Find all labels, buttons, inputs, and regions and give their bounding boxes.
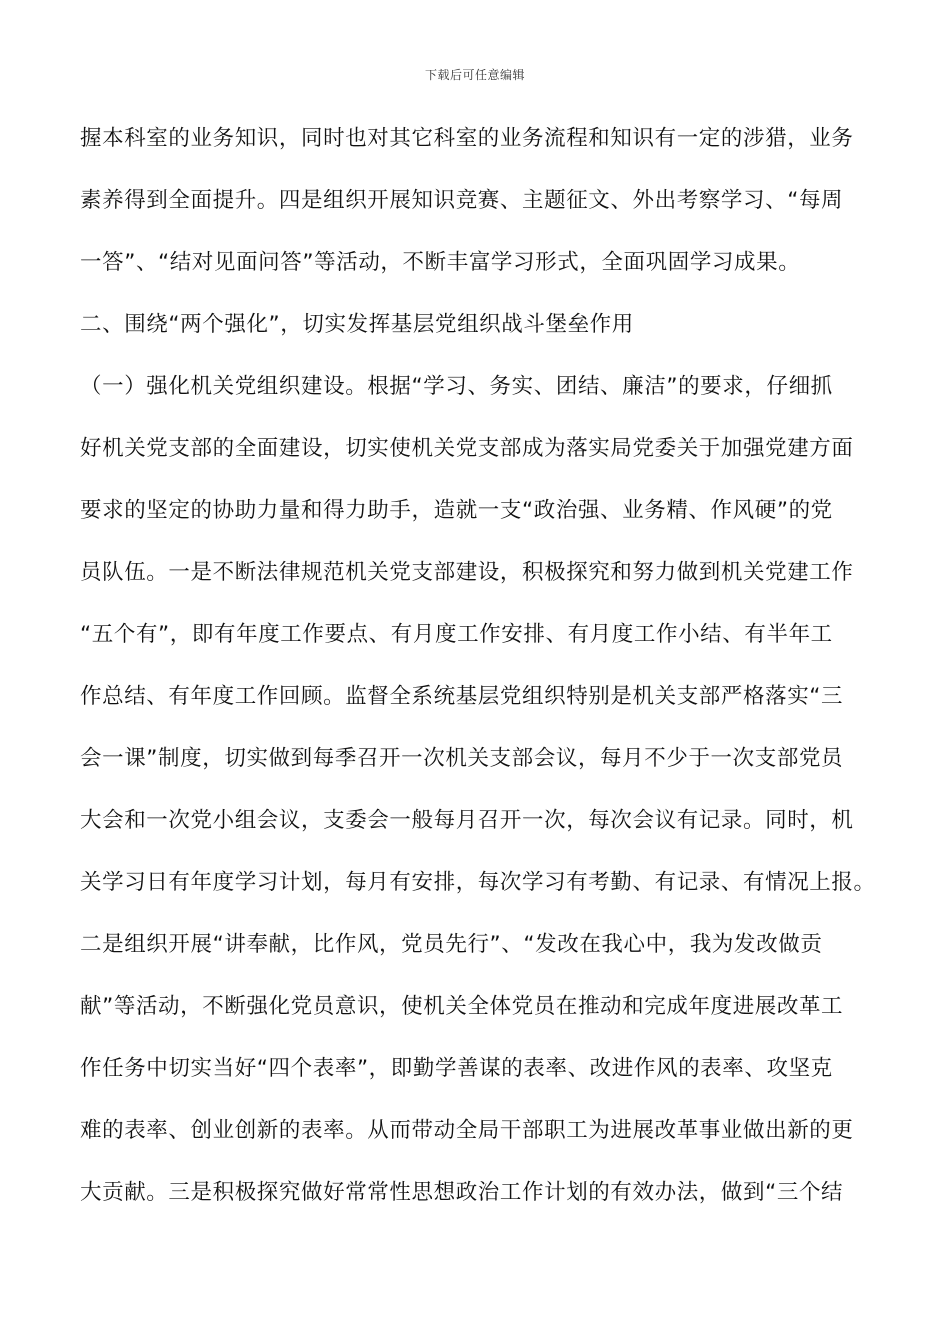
text-line: 员队伍。一是不断法律规范机关党支部建设，积极探究和努力做到机关党建工作: [80, 560, 854, 585]
text-line: “五个有”，即有年度工作要点、有月度工作安排、有月度工作小结、有半年工: [80, 622, 833, 647]
text-line: 难的表率、创业创新的表率。从而带动全局干部职工为进展改革事业做出新的更: [80, 1118, 854, 1143]
text-line: 一答”、“结对见面问答”等活动，不断丰富学习形式，全面巩固学习成果。: [80, 250, 801, 275]
text-line: 好机关党支部的全面建设，切实使机关党支部成为落实局党委关于加强党建方面: [80, 436, 854, 461]
text-line: 素养得到全面提升。四是组织开展知识竞赛、主题征文、外出考察学习、“每周: [80, 188, 844, 213]
section-heading: 二、围绕“两个强化”，切实发挥基层党组织战斗堡垒作用: [80, 312, 634, 337]
text-line: 作任务中切实当好“四个表率”，即勤学善谋的表率、改进作风的表率、攻坚克: [80, 1056, 833, 1081]
page-header: 下载后可任意编辑: [424, 68, 525, 82]
text-line: 二是组织开展“讲奉献，比作风，党员先行”、“发改在我心中，我为发改做贡: [80, 932, 823, 957]
text-line: 大会和一次党小组会议，支委会一般每月召开一次，每次会议有记录。同时，机: [80, 808, 854, 833]
document-body: [80, 116, 880, 1232]
text-line: 大贡献。三是积极探究做好常常性思想政治工作计划的有效办法，做到“三个结: [80, 1180, 844, 1205]
text-line: 握本科室的业务知识，同时也对其它科室的业务流程和知识有一定的涉猎，业务: [80, 126, 854, 151]
text-line: 关学习日有年度学习计划，每月有安排，每次学习有考勤、有记录、有情况上报。: [80, 870, 876, 895]
text-line: 作总结、有年度工作回顾。监督全系统基层党组织特别是机关支部严格落实“三: [80, 684, 844, 709]
text-line: （一）强化机关党组织建设。根据“学习、务实、团结、廉洁”的要求，仔细抓: [80, 374, 833, 399]
text-line: 会一课”制度，切实做到每季召开一次机关支部会议，每月不少于一次支部党员: [80, 746, 844, 771]
text-line: 献”等活动，不断强化党员意识，使机关全体党员在推动和完成年度进展改革工: [80, 994, 844, 1019]
text-line: 要求的坚定的协助力量和得力助手，造就一支“政治强、业务精、作风硬”的党: [80, 498, 833, 523]
